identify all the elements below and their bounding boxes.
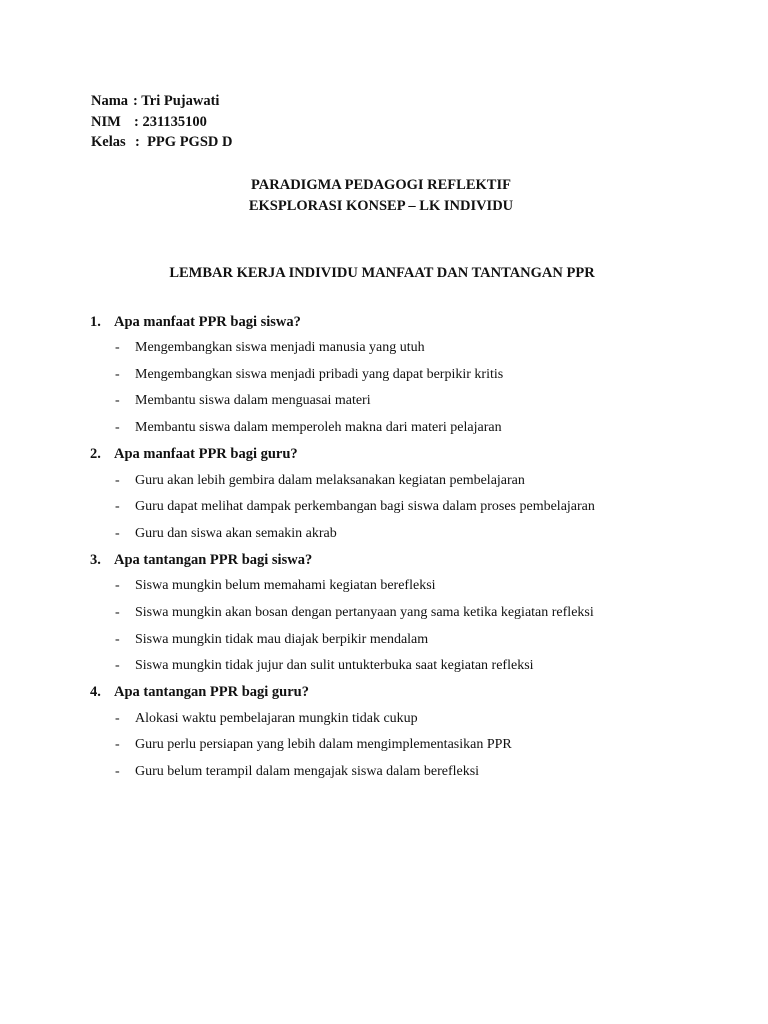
answer-item bbox=[90, 521, 730, 548]
answer-text: Guru akan lebih gembira dalam melaksanakan kegiatan pembelajaran bbox=[135, 472, 525, 488]
question-text: Apa manfaat PPR bagi siswa? bbox=[114, 313, 301, 330]
answer-item bbox=[90, 494, 730, 521]
answer-text: Membantu siswa dalam menguasai materi bbox=[135, 393, 371, 409]
identity-block bbox=[91, 91, 232, 153]
answer-text: Membantu siswa dalam memperoleh makna dari materi pelajaran bbox=[135, 420, 502, 436]
dash-bullet: - bbox=[115, 420, 120, 436]
question-number: 1. bbox=[90, 313, 101, 330]
answer-item bbox=[90, 388, 730, 415]
dash-bullet: - bbox=[115, 340, 120, 356]
question-number: 4. bbox=[90, 684, 101, 701]
title-line-1: PARADIGMA PEDAGOGI REFLEKTIF bbox=[251, 177, 511, 193]
answer-text: Siswa mungkin tidak jujur dan sulit untukterbuka saat kegiatan refleksi bbox=[135, 658, 534, 674]
answer-item bbox=[90, 759, 730, 786]
dash-bullet: - bbox=[115, 525, 120, 541]
question-heading bbox=[90, 680, 730, 706]
answer-text: Mengembangkan siswa menjadi manusia yang utuh bbox=[135, 340, 425, 356]
question-text: Apa tantangan PPR bagi siswa? bbox=[114, 551, 313, 568]
question-heading bbox=[90, 309, 730, 335]
dash-bullet: - bbox=[115, 737, 120, 753]
answer-text: Siswa mungkin tidak mau diajak berpikir mendalam bbox=[135, 631, 429, 647]
dash-bullet: - bbox=[115, 605, 120, 621]
answer-list bbox=[90, 573, 730, 679]
dash-bullet: - bbox=[115, 472, 120, 488]
dash-bullet: - bbox=[115, 578, 120, 594]
question-4 bbox=[90, 680, 730, 786]
answer-text: Guru belum terampil dalam mengajak siswa dalam berefleksi bbox=[135, 764, 480, 780]
answer-list bbox=[90, 335, 730, 441]
question-text: Apa tantangan PPR bagi guru? bbox=[114, 684, 309, 701]
answer-text: Siswa mungkin akan bosan dengan pertanyaan yang sama ketika kegiatan refleksi bbox=[135, 605, 594, 621]
answer-text: Siswa mungkin belum memahami kegiatan berefleksi bbox=[135, 578, 436, 594]
question-1 bbox=[90, 309, 730, 441]
answer-item bbox=[90, 626, 730, 653]
question-list bbox=[90, 309, 730, 785]
dash-bullet: - bbox=[115, 631, 120, 647]
answer-item bbox=[90, 415, 730, 442]
name-row bbox=[91, 91, 232, 112]
answer-item bbox=[90, 706, 730, 733]
dash-bullet: - bbox=[115, 658, 120, 674]
answer-text: Guru dan siswa akan semakin akrab bbox=[135, 525, 337, 541]
question-number: 3. bbox=[90, 551, 101, 568]
answer-item bbox=[90, 600, 730, 627]
title-line-2: EKSPLORASI KONSEP – LK INDIVIDU bbox=[248, 198, 514, 214]
worksheet-title: LEMBAR KERJA INDIVIDU MANFAAT DAN TANTANGAN PPR bbox=[169, 265, 595, 281]
document-titles bbox=[0, 175, 768, 217]
answer-item bbox=[90, 335, 730, 362]
question-text: Apa manfaat PPR bagi guru? bbox=[114, 445, 298, 462]
answer-item bbox=[90, 653, 730, 680]
nim-label: NIM bbox=[91, 113, 121, 130]
question-number: 2. bbox=[90, 445, 101, 462]
answer-list bbox=[90, 706, 730, 786]
name-label: Nama bbox=[91, 93, 129, 109]
kelas-row bbox=[91, 132, 232, 153]
answer-text: Guru dapat melihat dampak perkembangan bagi siswa dalam proses pembelajaran bbox=[135, 499, 595, 515]
nim-value: : 231135100 bbox=[134, 113, 207, 130]
answer-item bbox=[90, 573, 730, 600]
answer-text: Mengembangkan siswa menjadi pribadi yang dapat berpikir kritis bbox=[135, 366, 504, 382]
nim-row bbox=[91, 112, 232, 133]
dash-bullet: - bbox=[115, 393, 120, 409]
answer-text: Guru perlu persiapan yang lebih dalam mengimplementasikan PPR bbox=[135, 737, 512, 753]
dash-bullet: - bbox=[115, 710, 120, 726]
answer-list bbox=[90, 467, 730, 547]
kelas-label: Kelas bbox=[91, 134, 126, 150]
answer-item bbox=[90, 362, 730, 389]
question-heading bbox=[90, 441, 730, 467]
dash-bullet: - bbox=[115, 764, 120, 780]
question-3 bbox=[90, 547, 730, 679]
question-heading bbox=[90, 547, 730, 573]
answer-item bbox=[90, 732, 730, 759]
answer-item bbox=[90, 467, 730, 494]
dash-bullet: - bbox=[115, 499, 120, 515]
dash-bullet: - bbox=[115, 366, 120, 382]
question-2 bbox=[90, 441, 730, 547]
name-value: : Tri Pujawati bbox=[133, 93, 220, 109]
answer-text: Alokasi waktu pembelajaran mungkin tidak cukup bbox=[135, 710, 418, 726]
kelas-value: : PPG PGSD D bbox=[135, 134, 233, 150]
